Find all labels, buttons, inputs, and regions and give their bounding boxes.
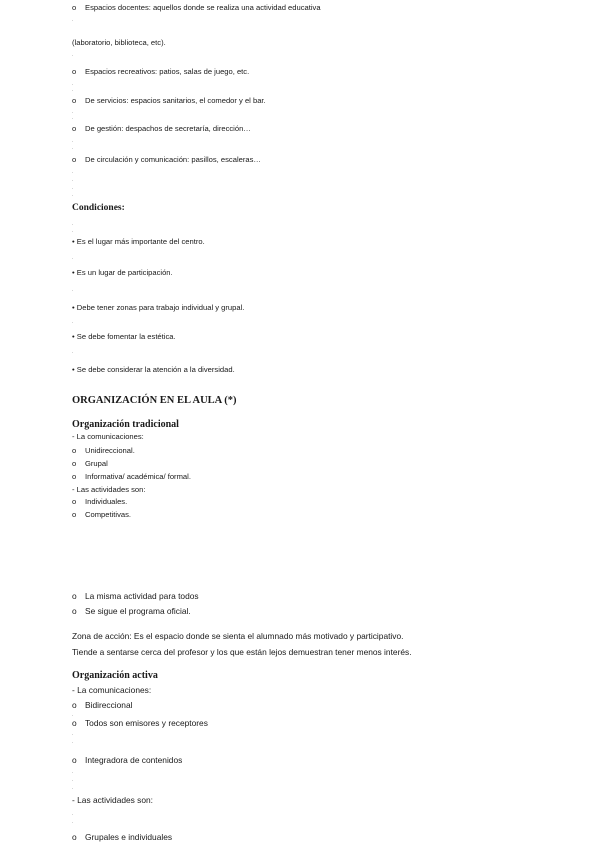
list-item: • Se debe considerar la atención a la diversidad. [72,365,235,374]
list-item: o De servicios: espacios sanitarios, el comedor y el bar. [72,96,266,105]
circle-bullet-icon: o [72,472,77,481]
circle-bullet-icon: o [72,155,77,164]
comunicaciones-label: - La comunicaciones: [72,685,152,695]
list-item: • Debe tener zonas para trabajo individual y grupal. [72,303,245,312]
list-item: o Espacios docentes: aquellos donde se realiza una actividad educativa [72,3,321,12]
list-item: o Grupales e individuales [72,832,173,842]
tradicional-heading: Organización tradicional [72,419,179,430]
circle-bullet-icon: o [72,497,77,506]
list-item: o Bidireccional [72,700,133,710]
zona-line-1: Zona de acción: Es el espacio donde se sienta el alumnado más motivado y participativo. [72,631,404,641]
list-item: o De gestión: despachos de secretaría, dirección… [72,124,251,133]
list-item: o Se sigue el programa oficial. [72,606,191,616]
list-item: • Es el lugar más importante del centro. [72,237,205,246]
circle-bullet-icon: o [72,700,77,710]
actividades-label: - Las actividades son: [72,795,154,805]
circle-bullet-icon: o [72,124,77,133]
list-item: o Competitivas. [72,510,132,519]
actividades-label: - Las actividades son: [72,485,146,494]
list-item: o De circulación y comunicación: pasillos, escaleras… [72,155,261,164]
circle-bullet-icon: o [72,96,77,105]
circle-bullet-icon: o [72,510,77,519]
circle-bullet-icon: o [72,459,77,468]
list-item: o Grupal [72,459,108,468]
list-item: o Informativa/ académica/ formal. [72,472,191,481]
circle-bullet-icon: o [72,3,77,12]
list-item: o Espacios recreativos: patios, salas de juego, etc. [72,67,250,76]
circle-bullet-icon: o [72,591,77,601]
circle-bullet-icon: o [72,446,77,455]
circle-bullet-icon: o [72,718,77,728]
comunicaciones-label: - La comunicaciones: [72,432,144,441]
list-item: o Unidireccional. [72,446,135,455]
list-item: o Integradora de contenidos [72,755,183,765]
list-item: o Todos son emisores y receptores [72,718,208,728]
circle-bullet-icon: o [72,67,77,76]
organizacion-heading: ORGANIZACIÓN EN EL AULA (*) [72,395,237,406]
list-item: • Es un lugar de participación. [72,268,173,277]
list-item: • Se debe fomentar la estética. [72,332,176,341]
circle-bullet-icon: o [72,755,77,765]
list-item: o Individuales. [72,497,128,506]
circle-bullet-icon: o [72,832,77,842]
list-item: o La misma actividad para todos [72,591,199,601]
circle-bullet-icon: o [72,606,77,616]
zona-line-2: Tiende a sentarse cerca del profesor y los que están lejos demuestran tener menos interés. [72,647,412,657]
list-item-continuation: (laboratorio, biblioteca, etc). [72,38,166,47]
condiciones-heading: Condiciones: [72,203,125,213]
activa-heading: Organización activa [72,670,158,681]
